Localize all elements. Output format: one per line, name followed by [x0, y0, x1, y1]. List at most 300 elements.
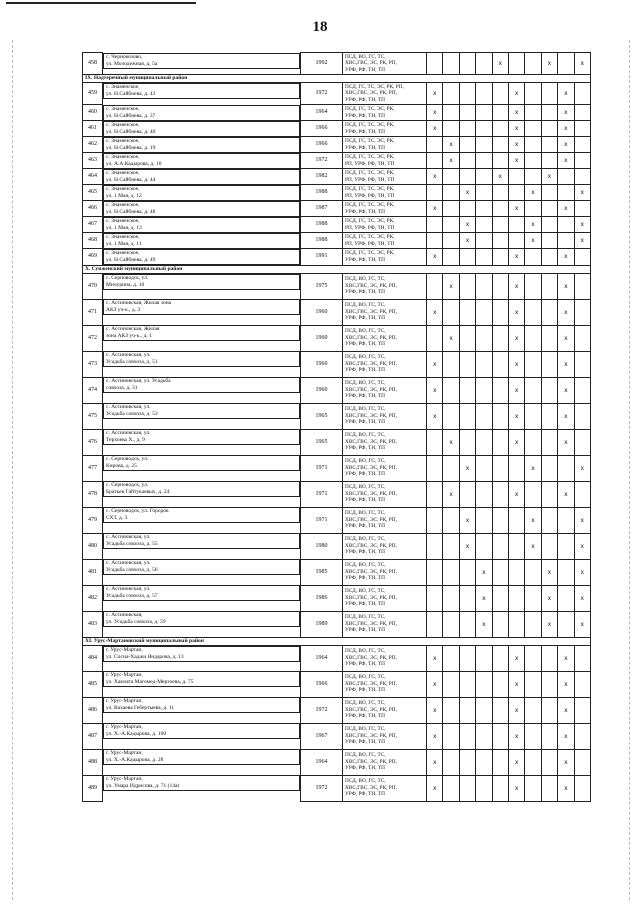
schedule-mark-cell — [492, 217, 508, 233]
schedule-mark-cell: x — [508, 201, 524, 217]
row-number: 462 — [83, 137, 103, 153]
schedule-mark-cell — [476, 533, 492, 559]
schedule-mark-cell — [492, 611, 508, 637]
works-list-cell: ПСД, ВО, ГС, ТС, ХВС,ГВС, ЭС, РК, РП, УРФ, РФ, ТН, ТП — [343, 377, 427, 403]
schedule-mark-cell: x — [541, 53, 557, 75]
schedule-mark-cell: x — [525, 217, 541, 233]
schedule-mark-cell — [574, 671, 590, 697]
schedule-mark-cell — [476, 273, 492, 299]
schedule-mark-cell — [492, 481, 508, 507]
schedule-mark-cell: x — [508, 325, 524, 351]
schedule-mark-cell — [459, 83, 475, 105]
schedule-mark-cell — [459, 585, 475, 611]
schedule-mark-cell — [574, 105, 590, 121]
schedule-mark-cell: x — [443, 481, 459, 507]
table-row — [83, 723, 591, 749]
schedule-mark-cell — [427, 533, 443, 559]
schedule-mark-cell — [427, 53, 443, 75]
works-list-cell: ПСД, ВО, ГС, ТС, ХВС,ГВС, ЭС, РК, РП, УРФ, РФ, ТН, ТП — [343, 325, 427, 351]
schedule-mark-cell — [525, 377, 541, 403]
schedule-mark-cell — [459, 481, 475, 507]
table-row — [83, 697, 591, 723]
schedule-mark-cell: x — [459, 507, 475, 533]
schedule-mark-cell — [492, 775, 508, 801]
schedule-mark-cell — [476, 749, 492, 775]
schedule-mark-cell — [476, 723, 492, 749]
schedule-mark-cell — [525, 481, 541, 507]
schedule-mark-cell: x — [508, 377, 524, 403]
schedule-mark-cell — [508, 559, 524, 585]
schedule-mark-cell — [508, 185, 524, 201]
row-number: 487 — [83, 723, 103, 749]
row-number: 482 — [83, 585, 103, 611]
year-cell: 1975 — [301, 273, 343, 299]
schedule-mark-cell: x — [459, 233, 475, 249]
works-list-cell: ПСД, ВО, ГС, ТС, ХВС,ГВС, ЭС, РК, РП, УРФ, РФ, ТН, ТП — [343, 559, 427, 585]
schedule-mark-cell — [558, 185, 574, 201]
schedule-mark-cell — [427, 325, 443, 351]
schedule-mark-cell — [492, 351, 508, 377]
schedule-mark-cell: x — [574, 233, 590, 249]
schedule-mark-cell — [508, 53, 524, 75]
schedule-mark-cell: x — [427, 83, 443, 105]
schedule-mark-cell: x — [541, 169, 557, 185]
schedule-mark-cell — [476, 377, 492, 403]
works-list-cell: ПСД, ГС, ТС, ЭС, РК, РП, УРФ, РФ, ТН, ТП — [343, 185, 427, 201]
schedule-mark-cell: x — [508, 481, 524, 507]
schedule-mark-cell — [443, 559, 459, 585]
schedule-mark-cell — [508, 217, 524, 233]
schedule-mark-cell — [541, 83, 557, 105]
schedule-mark-cell — [525, 325, 541, 351]
schedule-mark-cell — [459, 201, 475, 217]
schedule-mark-cell — [443, 121, 459, 137]
schedule-mark-cell — [525, 53, 541, 75]
year-cell: 1985 — [301, 559, 343, 585]
table-row — [83, 749, 591, 775]
works-list-cell: ПСД, ГС, ТС, ЭС, РК, УРФ, РФ, ТН, ТП — [343, 105, 427, 121]
schedule-mark-cell — [459, 403, 475, 429]
row-number: 476 — [83, 429, 103, 455]
schedule-mark-cell: x — [574, 53, 590, 75]
schedule-mark-cell: x — [574, 611, 590, 637]
schedule-mark-cell: x — [558, 481, 574, 507]
table-row — [83, 775, 591, 801]
schedule-mark-cell — [574, 137, 590, 153]
schedule-mark-cell — [459, 137, 475, 153]
works-list-cell: ПСД, ВО, ГС, ТС, ХВС,ГВС, ЭС, РК, РП, УРФ, РФ, ТН, ТП — [343, 645, 427, 671]
schedule-mark-cell — [443, 233, 459, 249]
schedule-mark-cell — [443, 249, 459, 266]
schedule-mark-cell — [525, 169, 541, 185]
works-list-cell: ПСД, ВО, ГС, ТС, ХВС,ГВС, ЭС, РК, РП, УРФ, РФ, ТН, ТП — [343, 455, 427, 481]
works-list-cell: ПСД, ВО, ГС, ТС, ХВС,ГВС, ЭС, РК, РП, УРФ, РФ, ТН, ТП — [343, 697, 427, 723]
address-cell: с. Ассиновская, ул. Усадьба совхоза, д. 51 — [103, 351, 300, 367]
schedule-mark-cell — [443, 351, 459, 377]
schedule-mark-cell: x — [508, 153, 524, 169]
row-number: 461 — [83, 121, 103, 137]
schedule-mark-cell: x — [508, 671, 524, 697]
schedule-mark-cell — [558, 53, 574, 75]
schedule-mark-cell — [492, 697, 508, 723]
schedule-mark-cell — [492, 559, 508, 585]
schedule-mark-cell — [574, 377, 590, 403]
schedule-mark-cell: x — [558, 749, 574, 775]
year-cell: 1987 — [301, 201, 343, 217]
schedule-mark-cell: x — [508, 249, 524, 266]
schedule-mark-cell — [525, 249, 541, 266]
schedule-mark-cell: x — [476, 611, 492, 637]
year-cell: 1991 — [301, 249, 343, 266]
schedule-mark-cell — [525, 121, 541, 137]
schedule-mark-cell — [443, 201, 459, 217]
schedule-mark-cell — [508, 507, 524, 533]
schedule-mark-cell — [459, 377, 475, 403]
schedule-mark-cell: x — [574, 455, 590, 481]
row-number: 470 — [83, 273, 103, 299]
schedule-mark-cell — [508, 455, 524, 481]
schedule-mark-cell: x — [574, 217, 590, 233]
year-cell: 1980 — [301, 533, 343, 559]
address-cell: с. Знаменское, ул. 1 Мая, д. 11 — [103, 233, 300, 249]
schedule-mark-cell: x — [427, 697, 443, 723]
schedule-mark-cell: x — [558, 723, 574, 749]
schedule-mark-cell — [525, 645, 541, 671]
schedule-mark-cell: x — [574, 585, 590, 611]
table-row — [83, 455, 591, 481]
works-list-cell: ПСД, ВО, ГС, ТС, ХВС,ГВС, ЭС, РК, РП, УРФ, РФ, ТН, ТП — [343, 53, 427, 75]
schedule-mark-cell — [558, 233, 574, 249]
schedule-mark-cell — [525, 273, 541, 299]
address-cell: с. Знаменское, ул. Н.Сайбиева, д. 49 — [103, 249, 300, 265]
schedule-mark-cell: x — [558, 645, 574, 671]
schedule-mark-cell — [427, 137, 443, 153]
page-number: 18 — [312, 19, 328, 35]
schedule-mark-cell — [492, 645, 508, 671]
schedule-mark-cell: x — [508, 429, 524, 455]
row-number: 472 — [83, 325, 103, 351]
schedule-mark-cell — [541, 351, 557, 377]
schedule-mark-cell: x — [558, 697, 574, 723]
schedule-mark-cell — [574, 403, 590, 429]
schedule-mark-cell — [558, 559, 574, 585]
works-list-cell: ПСД, ВО, ГС, ТС, ХВС,ГВС, ЭС, РК, РП, УРФ, РФ, ТН, ТП — [343, 299, 427, 325]
year-cell: 1960 — [301, 351, 343, 377]
schedule-mark-cell — [476, 105, 492, 121]
schedule-mark-cell — [541, 671, 557, 697]
schedule-mark-cell: x — [427, 775, 443, 801]
row-number: 466 — [83, 201, 103, 217]
table-row — [83, 83, 591, 105]
schedule-mark-cell — [525, 83, 541, 105]
works-list-cell: ПСД, ВО, ГС, ТС, ХВС,ГВС, ЭС, РК, РП, УРФ, РФ, ТН, ТП — [343, 775, 427, 801]
schedule-mark-cell: x — [427, 749, 443, 775]
schedule-mark-cell: x — [492, 169, 508, 185]
schedule-mark-cell: x — [492, 53, 508, 75]
schedule-mark-cell: x — [427, 351, 443, 377]
row-number: 474 — [83, 377, 103, 403]
schedule-mark-cell — [492, 429, 508, 455]
schedule-mark-cell — [443, 455, 459, 481]
schedule-mark-cell — [492, 201, 508, 217]
schedule-mark-cell: x — [508, 137, 524, 153]
schedule-mark-cell — [541, 507, 557, 533]
row-number: 471 — [83, 299, 103, 325]
right-binding-marks — [629, 40, 632, 900]
schedule-mark-cell: x — [541, 559, 557, 585]
schedule-mark-cell — [541, 749, 557, 775]
address-cell: г. Урус-Мартан, ул. Х.-А.Кадырова, д. 28 — [103, 749, 300, 765]
schedule-mark-cell — [492, 105, 508, 121]
year-cell: 1982 — [301, 169, 343, 185]
works-list-cell: ПСД, ГС, ТС, ЭС, РК, РП, УРФ, РФ, ТН, ТП — [343, 217, 427, 233]
schedule-mark-cell — [541, 201, 557, 217]
row-number: 460 — [83, 105, 103, 121]
schedule-mark-cell — [525, 153, 541, 169]
works-list-cell: ПСД, ВО, ГС, ТС, ХВС,ГВС, ЭС, РК, РП, УРФ, РФ, ТН, ТП — [343, 351, 427, 377]
schedule-mark-cell — [525, 749, 541, 775]
schedule-mark-cell — [443, 377, 459, 403]
address-cell: с. Серноводск, ул. Мичурина, д. 10 — [103, 274, 300, 290]
schedule-mark-cell — [492, 299, 508, 325]
schedule-mark-cell — [541, 153, 557, 169]
schedule-mark-cell: x — [558, 105, 574, 121]
schedule-mark-cell — [492, 723, 508, 749]
schedule-mark-cell — [574, 697, 590, 723]
schedule-mark-cell — [476, 169, 492, 185]
schedule-mark-cell — [443, 671, 459, 697]
schedule-mark-cell — [459, 723, 475, 749]
schedule-mark-cell: x — [508, 273, 524, 299]
works-list-cell: ПСД, ГС, ТС, ЭС, РК, УРФ, РФ, ТН, ТП — [343, 121, 427, 137]
row-number: 477 — [83, 455, 103, 481]
schedule-mark-cell — [443, 403, 459, 429]
address-cell: с. Чернокозово, ул. Молодежная, д. 5а — [103, 53, 300, 69]
schedule-mark-cell — [476, 249, 492, 266]
schedule-mark-cell — [574, 749, 590, 775]
schedule-mark-cell — [574, 351, 590, 377]
schedule-mark-cell — [427, 585, 443, 611]
year-cell: 1966 — [301, 121, 343, 137]
schedule-mark-cell — [541, 105, 557, 121]
schedule-mark-cell — [558, 533, 574, 559]
year-cell: 1972 — [301, 697, 343, 723]
schedule-mark-cell — [443, 185, 459, 201]
schedule-mark-cell — [558, 507, 574, 533]
schedule-mark-cell: x — [476, 559, 492, 585]
schedule-mark-cell: x — [427, 671, 443, 697]
address-cell: с. Ассиновская, ул. Усадьба совхоза, д. 53 — [103, 403, 300, 419]
year-cell: 1972 — [301, 83, 343, 105]
schedule-mark-cell — [525, 697, 541, 723]
address-cell: с. Знаменское, ул. 1 Мая, д. 13 — [103, 217, 300, 233]
address-cell: с. Серноводск, ул. Городок СХТ, д. 3 — [103, 507, 300, 523]
schedule-mark-cell — [574, 121, 590, 137]
schedule-mark-cell: x — [525, 507, 541, 533]
schedule-mark-cell — [476, 455, 492, 481]
year-cell: 1971 — [301, 481, 343, 507]
schedule-mark-cell — [427, 559, 443, 585]
address-cell: г. Урус-Мартан, ул. Х.-А.Кадырова, д. 100 — [103, 723, 300, 739]
schedule-mark-cell — [427, 481, 443, 507]
schedule-mark-cell — [525, 671, 541, 697]
table-row — [83, 217, 591, 233]
schedule-mark-cell — [541, 481, 557, 507]
year-cell: 1965 — [301, 403, 343, 429]
works-list-cell: ПСД, ВО, ГС, ТС, ХВС,ГВС, ЭС, РК, РП, УРФ, РФ, ТН, ТП — [343, 723, 427, 749]
schedule-mark-cell: x — [459, 455, 475, 481]
schedule-mark-cell: x — [574, 507, 590, 533]
schedule-mark-cell — [492, 153, 508, 169]
schedule-mark-cell: x — [443, 429, 459, 455]
schedule-mark-cell: x — [427, 723, 443, 749]
year-cell: 1988 — [301, 233, 343, 249]
schedule-mark-cell — [492, 455, 508, 481]
schedule-mark-cell — [558, 217, 574, 233]
table-row — [83, 325, 591, 351]
schedule-mark-cell — [476, 697, 492, 723]
row-number: 486 — [83, 697, 103, 723]
schedule-mark-cell — [459, 671, 475, 697]
schedule-mark-cell — [541, 137, 557, 153]
schedule-mark-cell — [443, 611, 459, 637]
schedule-mark-cell — [541, 233, 557, 249]
schedule-mark-cell: x — [574, 185, 590, 201]
row-number: 489 — [83, 775, 103, 801]
schedule-mark-cell: x — [443, 137, 459, 153]
left-binding-marks — [12, 40, 15, 900]
address-cell: г. Урус-Мартан, ул. Вахаева Гебертыева, д. 11 — [103, 697, 300, 713]
schedule-mark-cell — [492, 377, 508, 403]
schedule-mark-cell — [574, 201, 590, 217]
schedule-mark-cell — [541, 775, 557, 801]
schedule-mark-cell — [492, 233, 508, 249]
year-cell: 1964 — [301, 105, 343, 121]
address-cell: г. Урус-Мартан, ул. Умара Идрисова, д. 71 (14а) — [103, 775, 300, 791]
schedule-mark-cell: x — [558, 671, 574, 697]
schedule-mark-cell — [541, 249, 557, 266]
schedule-mark-cell — [574, 169, 590, 185]
schedule-mark-cell — [541, 645, 557, 671]
year-cell: 1988 — [301, 185, 343, 201]
year-cell: 1972 — [301, 153, 343, 169]
schedule-mark-cell — [443, 723, 459, 749]
schedule-mark-cell: x — [427, 403, 443, 429]
schedule-mark-cell — [476, 351, 492, 377]
schedule-mark-cell — [558, 611, 574, 637]
table-row — [83, 559, 591, 585]
address-cell: г. Урус-Мартан, ул. Хамзата Магомед-Мерзоева, д. 75 — [103, 671, 300, 687]
schedule-mark-cell: x — [574, 533, 590, 559]
schedule-mark-cell: x — [427, 299, 443, 325]
schedule-mark-cell: x — [558, 273, 574, 299]
section-header-row — [83, 265, 591, 273]
address-cell: с. Ассиновская, ул. Усадьба совхоза, д. 31 — [103, 377, 300, 393]
table-body — [83, 53, 591, 802]
schedule-mark-cell: x — [508, 403, 524, 429]
schedule-mark-cell: x — [558, 83, 574, 105]
schedule-mark-cell: x — [508, 351, 524, 377]
schedule-mark-cell — [525, 403, 541, 429]
address-cell: с. Знаменское, ул. Н.Сайбиева, д. 19 — [103, 137, 300, 153]
schedule-mark-cell: x — [508, 645, 524, 671]
schedule-mark-cell — [427, 233, 443, 249]
address-cell: с. Знаменское, ул. А.А.Кадырова, д. 10 — [103, 153, 300, 169]
row-number: 481 — [83, 559, 103, 585]
schedule-mark-cell: x — [459, 217, 475, 233]
schedule-mark-cell — [541, 299, 557, 325]
schedule-mark-cell — [541, 185, 557, 201]
schedule-mark-cell: x — [427, 201, 443, 217]
schedule-mark-cell — [476, 403, 492, 429]
schedule-mark-cell — [574, 299, 590, 325]
schedule-mark-cell — [427, 153, 443, 169]
schedule-mark-cell: x — [508, 775, 524, 801]
row-number: 478 — [83, 481, 103, 507]
works-list-cell: ПСД, ВО, ГС, ТС, ХВС,ГВС, ЭС, РК, РП, УРФ, РФ, ТН, ТП — [343, 749, 427, 775]
row-number: 480 — [83, 533, 103, 559]
works-list-cell: ПСД, ВО, ГС, ТС, ХВС,ГВС, ЭС, РК, РП, УРФ, РФ, ТН, ТП — [343, 611, 427, 637]
schedule-mark-cell — [541, 325, 557, 351]
year-cell: 1988 — [301, 217, 343, 233]
schedule-mark-cell: x — [459, 185, 475, 201]
table-row — [83, 611, 591, 637]
schedule-mark-cell — [525, 559, 541, 585]
schedule-mark-cell — [476, 481, 492, 507]
address-cell: с. Знаменское, ул. Н.Сайбиева, д. 48 — [103, 201, 300, 217]
table-row — [83, 185, 591, 201]
schedule-mark-cell — [427, 507, 443, 533]
schedule-mark-cell: x — [541, 585, 557, 611]
schedule-mark-cell — [574, 325, 590, 351]
row-number: 463 — [83, 153, 103, 169]
schedule-mark-cell — [427, 217, 443, 233]
table-row — [83, 585, 591, 611]
address-cell: с. Ассиновская, ул. Терхоева Х., д. 9 — [103, 429, 300, 445]
schedule-mark-cell — [427, 455, 443, 481]
works-list-cell: ПСД, ГС, ТС, ЭС, РК, УРФ, РФ, ТН, ТП — [343, 249, 427, 266]
schedule-mark-cell — [492, 533, 508, 559]
schedule-mark-cell — [443, 749, 459, 775]
schedule-mark-cell — [443, 775, 459, 801]
schedule-mark-cell — [476, 217, 492, 233]
schedule-mark-cell — [459, 121, 475, 137]
table-row — [83, 429, 591, 455]
row-number: 479 — [83, 507, 103, 533]
row-number: 458 — [83, 53, 103, 75]
section-header-row — [83, 637, 591, 645]
table-row — [83, 403, 591, 429]
schedule-mark-cell — [476, 83, 492, 105]
schedule-mark-cell — [574, 273, 590, 299]
schedule-mark-cell — [476, 201, 492, 217]
row-number: 475 — [83, 403, 103, 429]
schedule-mark-cell — [525, 299, 541, 325]
schedule-mark-cell — [459, 153, 475, 169]
address-cell: с. Ассиновская, ул. Усадьба совхоза, д. 56 — [103, 559, 300, 575]
works-list-cell: ПСД, ГС, ТС, ЭС, РК, УРФ, РФ, ТН, ТП — [343, 201, 427, 217]
row-number: 485 — [83, 671, 103, 697]
schedule-mark-cell — [574, 153, 590, 169]
works-list-cell: ПСД, ВО, ГС, ТС, ХВС,ГВС, ЭС, РК, РП, УРФ, РФ, ТН, ТП — [343, 507, 427, 533]
schedule-mark-cell — [492, 137, 508, 153]
housing-register-table — [82, 52, 591, 802]
year-cell: 1986 — [301, 585, 343, 611]
year-cell: 1971 — [301, 507, 343, 533]
schedule-mark-cell: x — [558, 153, 574, 169]
schedule-mark-cell: x — [558, 137, 574, 153]
schedule-mark-cell — [541, 403, 557, 429]
